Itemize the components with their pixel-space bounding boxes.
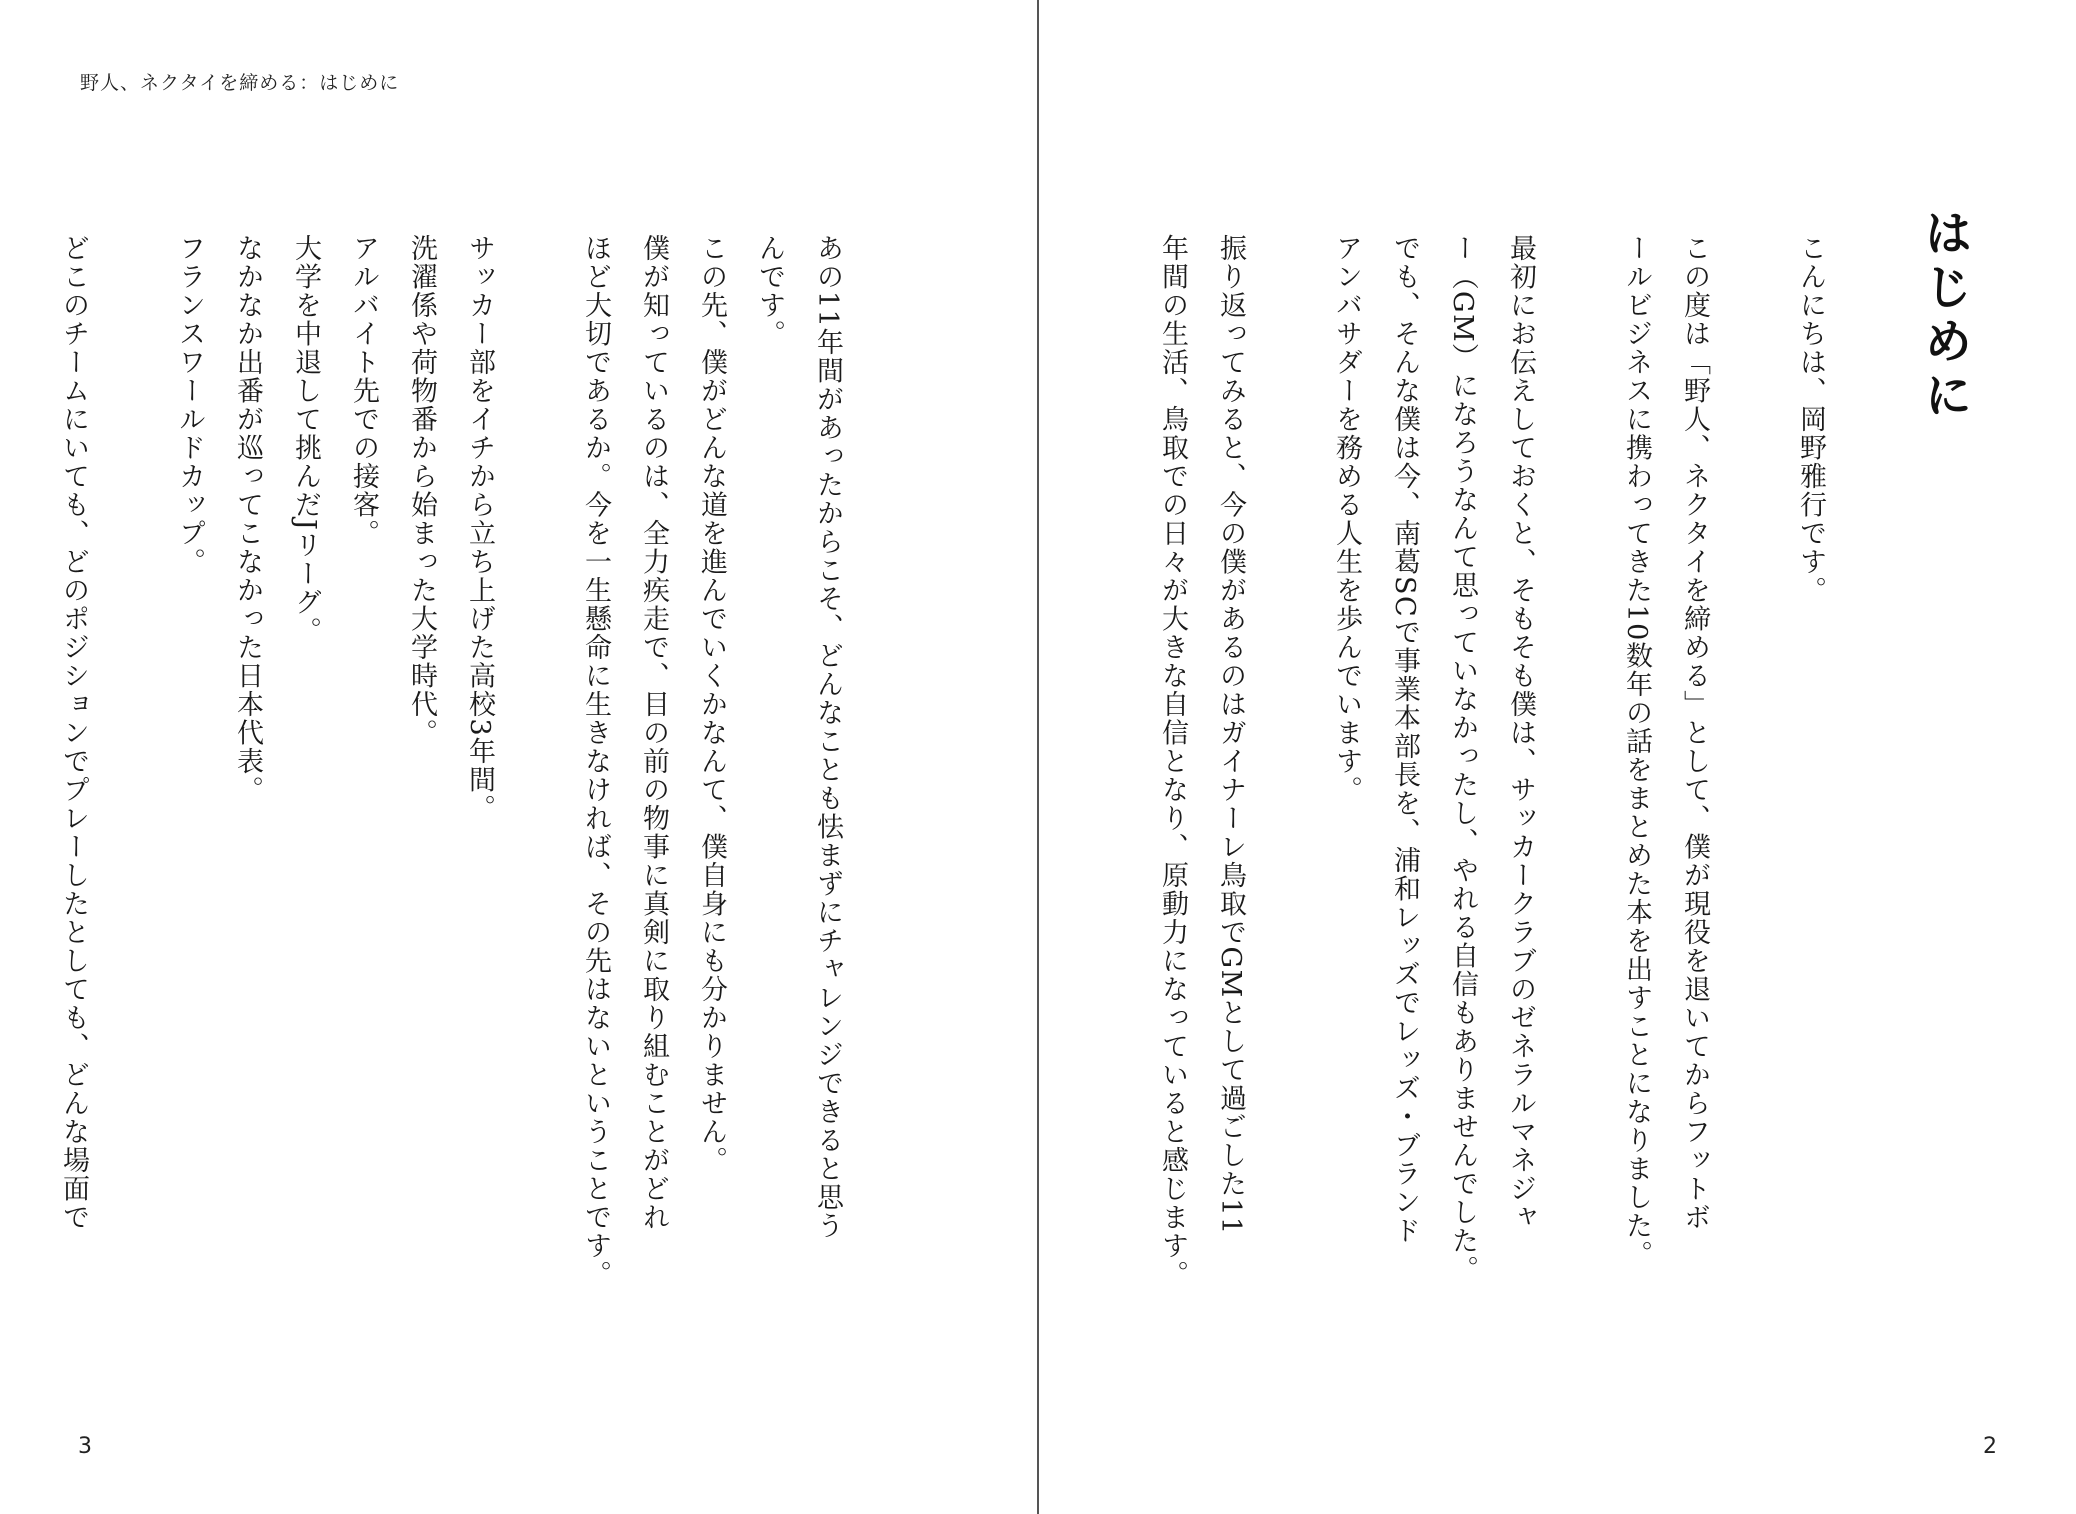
right-page-body [1157, 234, 1839, 1324]
body-line: ほど大切であるか。今を一生懸命に生きなければ、その先はないということです。 [580, 234, 611, 1289]
body-line: あの11年間があったからこそ、どんなことも怯まずにチャレンジできると思う [812, 234, 843, 1241]
body-line: 最初にお伝えしておくと、そもそも僕は、サッカークラブのゼネラルマネジャ [1505, 234, 1536, 1232]
left-page-body [58, 234, 856, 1324]
body-line: なかなか出番が巡ってこなかった日本代表。 [232, 234, 263, 804]
body-line: この度は「野人、ネクタイを締める」として、僕が現役を退いてからフットボ [1679, 234, 1710, 1232]
running-head: 野人、ネクタイを締める：はじめに [80, 72, 400, 94]
body-line: こんにちは、岡野雅行です。 [1795, 234, 1826, 605]
paragraph-gap [1259, 234, 1317, 1324]
body-line: でも、そんな僕は今、南葛SCで事業本部長を、浦和レッズでレッズ・ブランド [1389, 234, 1420, 1246]
right-page [1039, 0, 2076, 1514]
body-line: 洗濯係や荷物番から始まった大学時代。 [406, 234, 437, 747]
body-line: この先、僕がどんな道を進んでいくかなんて、僕自身にも分かりません。 [696, 234, 727, 1175]
body-line: アルバイト先での接客。 [348, 234, 379, 548]
body-line: 振り返ってみると、今の僕があるのはガイナーレ鳥取でGMとして過ごした11 [1215, 234, 1246, 1236]
paragraph-gap [1723, 234, 1781, 1324]
page-number-right: 2 [1983, 1434, 1997, 1459]
body-line: 年間の生活、鳥取での日々が大きな自信となり、原動力になっていると感じます。 [1157, 234, 1188, 1289]
body-line: どこのチームにいても、どのポジションでプレーしたとしても、どんな場面で [58, 234, 89, 1232]
body-line: ー（GM）になろうなんて思っていなかったし、やれる自信もありませんでした。 [1447, 234, 1478, 1284]
body-line: んです。 [754, 234, 785, 348]
paragraph-gap [102, 234, 160, 1324]
body-line: サッカー部をイチから立ち上げた高校3年間。 [464, 234, 495, 823]
paragraph-gap [1549, 234, 1607, 1324]
body-line: ールビジネスに携わってきた10数年の話をまとめた本を出すことになりました。 [1621, 234, 1652, 1269]
paragraph-gap [508, 234, 566, 1324]
page-number-left: 3 [78, 1434, 92, 1459]
body-line: 大学を中退して挑んだJリーグ。 [290, 234, 321, 646]
body-line: アンバサダーを務める人生を歩んでいます。 [1331, 234, 1362, 804]
body-line: フランスワールドカップ。 [174, 234, 205, 576]
body-line: 僕が知っているのは、全力疾走で、目の前の物事に真剣に取り組むことがどれ [638, 234, 669, 1232]
chapter-title: はじめに [1916, 208, 1972, 424]
